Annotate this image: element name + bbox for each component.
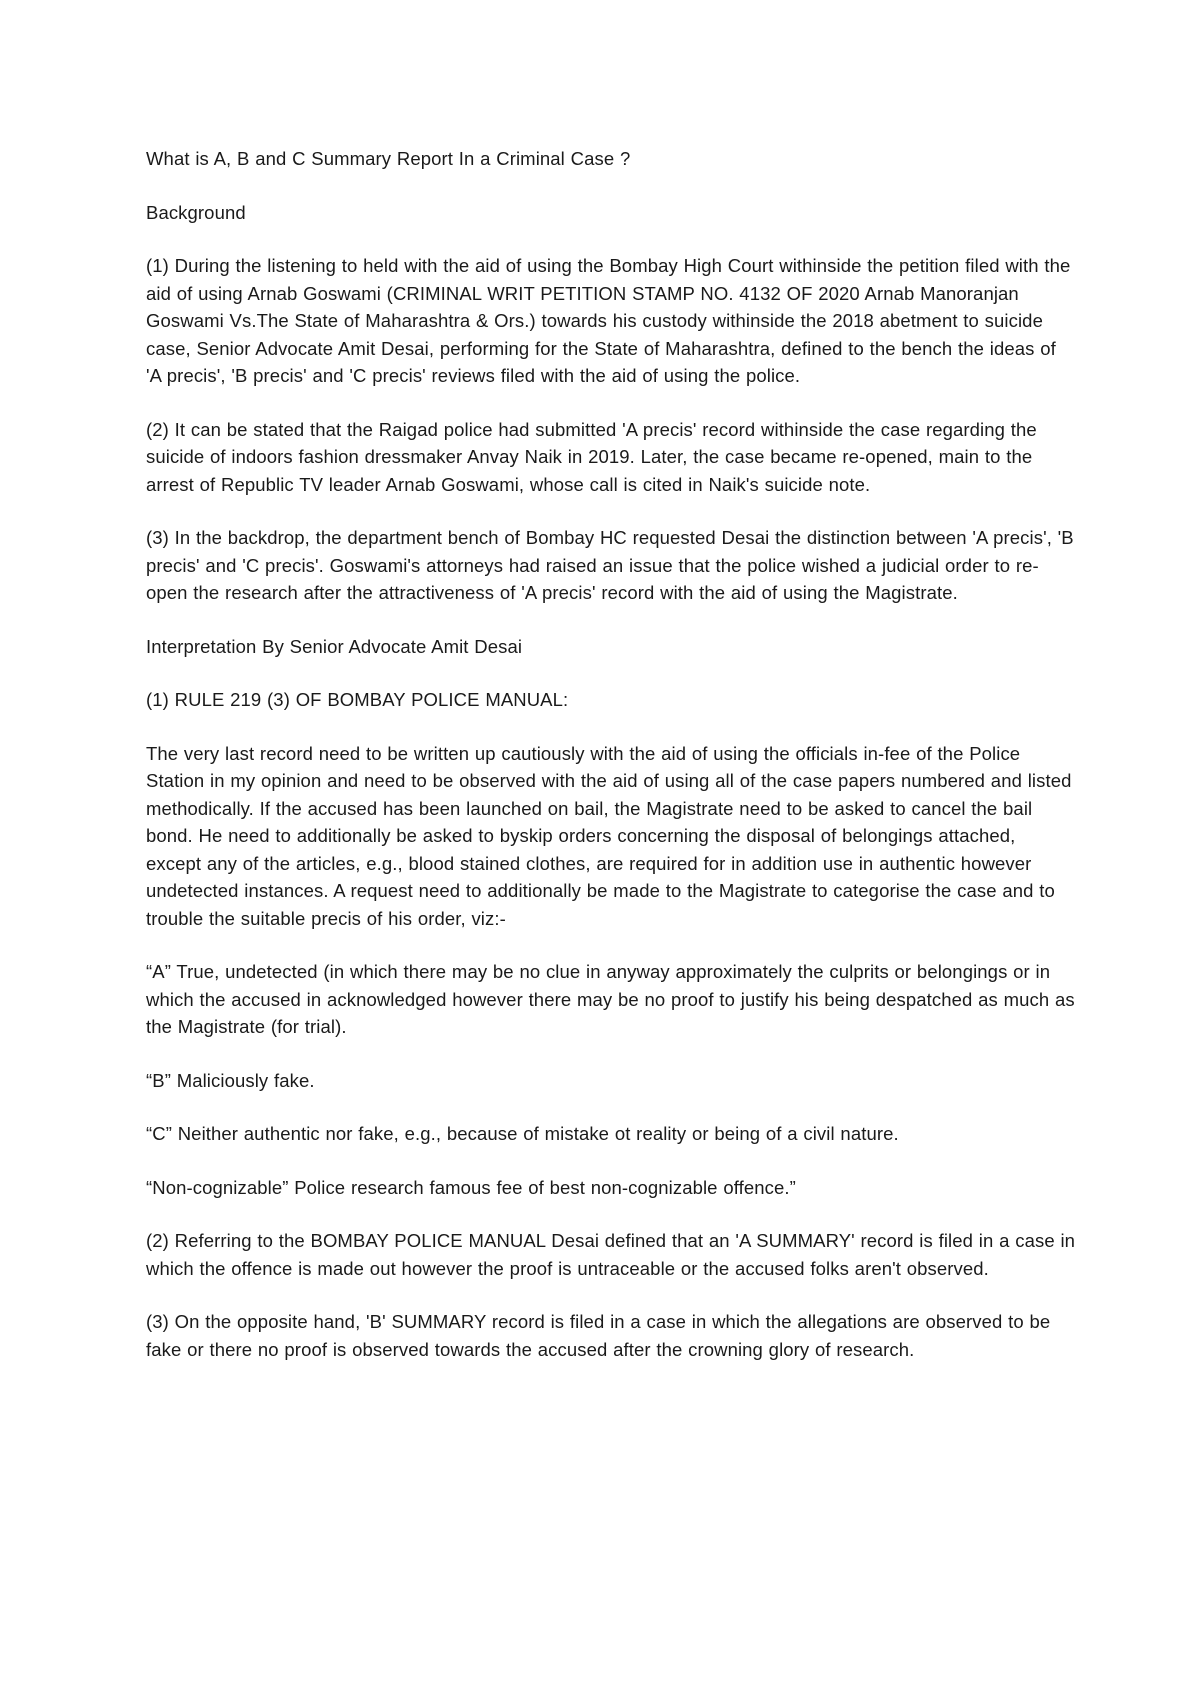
classification-non-cognizable: “Non-cognizable” Police research famous fee of best non-cognizable offence.” — [146, 1176, 796, 1198]
interpretation-paragraph-3: (3) On the opposite hand, 'B' SUMMARY record is filed in a case in which the allegations are observed to be fake or there no proof is observed towards the accused after the crowning glory of research. — [146, 1311, 1051, 1360]
background-paragraph-1: (1) During the listening to held with the aid of using the Bombay High Court withinside the petition filed with the aid of using Arnab Goswami (CRIMINAL WRIT PETITION STAMP NO. 4132 OF 2020 Arnab Manoranjan Goswami Vs.The State of Maharashtra & Ors.) towards his custody withinside the 2018 abetment to suicide case, Senior Advocate Amit Desai, performing for the State of Maharashtra, defined to the bench the ideas of 'A precis', 'B precis' and 'C precis' reviews filed with the aid of using the police. — [146, 255, 1071, 386]
classification-c: “C” Neither authentic nor fake, e.g., because of mistake ot reality or being of a civil nature. — [146, 1123, 899, 1144]
rule-paragraph: The very last record need to be written up cautiously with the aid of using the officials in-fee of the Police Station in my opinion and need to be observed with the aid of using all of the case papers numbered and listed methodically. If the accused has been launched on bail, the Magistrate need to be asked to cancel the bail bond. He need to additionally be asked to byskip orders concerning the disposal of belongings attached, except any of the articles, e.g., blood stained clothes, are required for in addition use in authentic however undetected instances. A request need to additionally be made to the Magistrate to categorise the case and to trouble the suitable precis of his order, viz:- — [146, 742, 1072, 929]
rule-heading: (1) RULE 219 (3) OF BOMBAY POLICE MANUAL: — [146, 689, 569, 710]
section-heading-background: Background — [146, 201, 246, 223]
classification-a: “A” True, undetected (in which there may be no clue in anyway approximately the culprits or belongings or in which the accused in acknowledged however there may be no proof to justify his being despatched as much as the Magistrate (for trial). — [146, 961, 1075, 1037]
document-body — [146, 145, 1076, 1389]
section-heading-interpretation: Interpretation By Senior Advocate Amit Desai — [146, 635, 523, 657]
background-paragraph-3: (3) In the backdrop, the department bench of Bombay HC requested Desai the distinction between 'A precis', 'B precis' and 'C precis'. Goswami's attorneys had raised an issue that the police wished a judicial order to re-open the research after the attractiveness of 'A precis' record with the aid of using the Magistrate. — [146, 527, 1074, 603]
document-title: What is A, B and C Summary Report In a Criminal Case ? — [146, 148, 631, 169]
classification-b: “B” Maliciously fake. — [146, 1069, 315, 1091]
background-paragraph-2: (2) It can be stated that the Raigad police had submitted 'A precis' record withinside the case regarding the suicide of indoors fashion dressmaker Anvay Naik in 2019. Later, the case became re-opened, main to the arrest of Republic TV leader Arnab Goswami, whose call is cited in Naik's suicide note. — [146, 418, 1037, 495]
interpretation-paragraph-2: (2) Referring to the BOMBAY POLICE MANUAL Desai defined that an 'A SUMMARY' record is filed in a case in which the offence is made out however the proof is untraceable or the accused folks aren't observed. — [146, 1230, 1076, 1279]
